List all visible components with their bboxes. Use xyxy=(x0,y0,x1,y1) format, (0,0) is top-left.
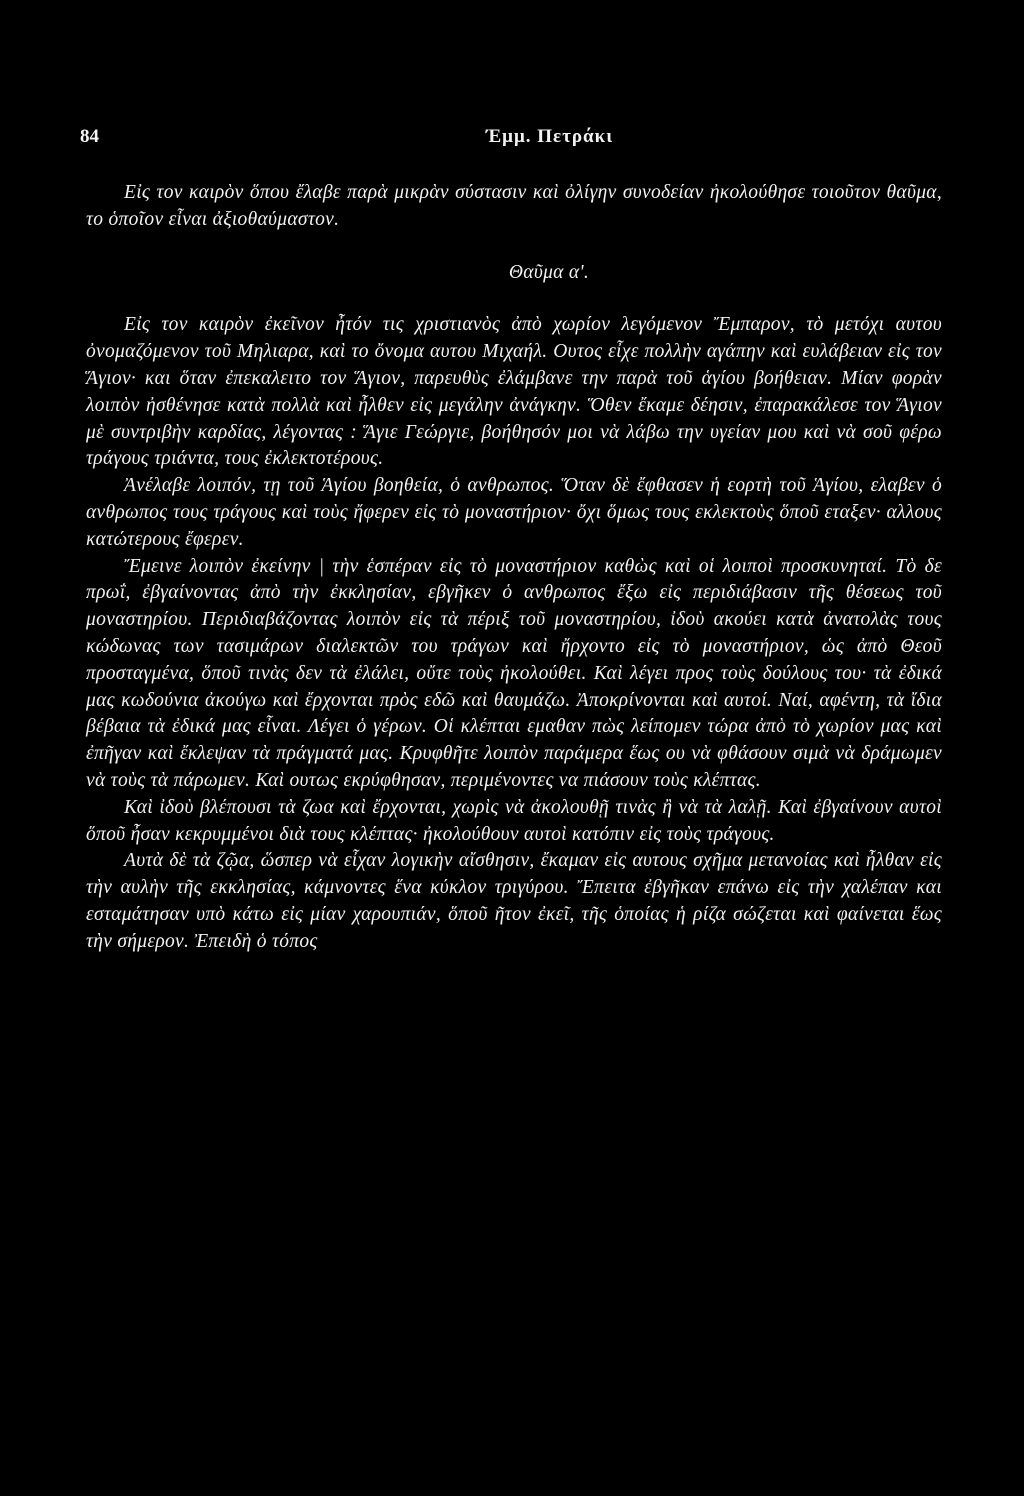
paragraph-1: Εἰς τον καιρὸν ἐκεῖνον ἦτόν τις χριστιανὸς ἀπὸ χωρίον λεγόμενον Ἔμπαρον, τὸ μετόχι αυτου ὀνομαζόμενον τοῦ Μηλιαρα, καὶ το ὄνομα αυτου Μιχαήλ. Ουτος εἶχε πολλὴν αγάπην καὶ ευλάβειαν εἰς τον Ἅγιον· και ὅταν ἐπεκαλειτο τον Ἅγιον, παρευθὺς ἐλάμβανε την παρὰ τοῦ ἁγίου βοήθειαν. Μίαν φορὰν λοιπὸν ἠσθένησε κατὰ πολλὰ καὶ ἦλθεν εἰς μεγάλην ἀνάγκην. Ὅθεν ἔκαμε δέησιν, ἐπαρακάλεσε τον Ἅγιον μὲ συντριβὴν καρδίας, λέγοντας : Ἅγιε Γεώργιε, βοήθησόν μοι νὰ λάβω την υγείαν μου καὶ νὰ σοῦ φέρω τράγους τριάντα, τους ἐκλεκτοτέρους. xyxy=(86,314,942,470)
section-title: Θαῦμα α'. xyxy=(508,261,590,283)
page-number: 84 xyxy=(80,126,99,147)
paragraph-2: Ἀνέλαβε λοιπόν, τῃ τοῦ Ἁγίου βοηθεία, ὁ ανθρωπος. Ὅταν δὲ ἔφθασεν ἡ εορτὴ τοῦ Ἁγίου, ελαβεν ὁ ανθρωπος τους τράγους καὶ τοὺς ἤφερεν εἰς τὸ μοναστήριον· ὄχι ὅμως τους εκλεκτοὺς ὅποῦ εταξεν· αλλους κατώτερους ἔφερεν. xyxy=(86,475,942,550)
intro-paragraph: Εἰς τον καιρὸν ὅπου ἔλαβε παρὰ μικρὰν σύστασιν καὶ ὀλίγην συνοδείαν ἠκολούθησε τοιοῦτον θαῦμα, το ὁποῖον εἶναι ἀξιοθαύμαστον. xyxy=(86,182,942,230)
page-header xyxy=(80,126,950,156)
body-text xyxy=(86,180,942,956)
paragraph-5: Αυτὰ δὲ τὰ ζῷα, ὥσπερ νὰ εἶχαν λογικὴν αἴσθησιν, ἔκαμαν εἰς αυτους σχῆμα μετανοίας καὶ ἦλθαν εἰς τὴν αυλὴν τῆς εκκλησίας, κάμνοντες ἕνα κύκλον τριγύρου. Ἔπειτα ἐβγῆκαν επάνω εἰς τὴν χαλέπαν και εσταμάτησαν υπὸ κάτω εἰς μίαν χαρουπιάν, ὅποῦ ῆτον ἐκεῖ, τῆς ὁποίας ἡ ρίζα σώζεται καὶ φαίνεται ἕως τὴν σήμερον. Ἐπειδὴ ὁ τόπος xyxy=(86,850,942,952)
running-head: Έμμ. Πετράκι xyxy=(486,126,614,147)
paragraph-3: Ἔμεινε λοιπὸν ἐκείνην | τὴν ἑσπέραν εἰς τὸ μοναστήριον καθὼς καὶ οἱ λοιποὶ προσκυνηταί. Τὸ δε πρωΐ, ἐβγαίνοντας ἀπὸ τὴν ἐκκλησίαν, εβγῆκεν ὁ ανθρωπος ἔξω εἰς περιδιάβασιν τῆς θέσεως τοῦ μοναστηρίου. Περιδιαβάζοντας λοιπὸν εἰς τὰ πέριξ τοῦ μοναστηρίου, ἰδοὺ ακούει κατὰ ἀνατολὰς τους κώδωνας των τασιμάρων διαλεκτῶν του τράγων καὶ ἤρχοντο εἰς τὸ μοναστήριον, ὡς ἀπὸ Θεοῦ προσταγμένα, ὅποῦ τινὰς δεν τὰ ἐλάλει, οὔτε τοὺς ἠκολούθει. Καὶ λέγει προς τοὺς δούλους του· τὰ ἐδικά μας κωδούνια ἀκούγω καὶ ἔρχονται πρὸς εδῶ καὶ θαυμάζω. Ἀποκρίνονται καὶ αυτοί. Ναί, αφέντη, τὰ ἴδια βέβαια τὰ ἐδικά μας εἶναι. Λέγει ὁ γέρων. Οἱ κλέπται εμαθαν πὼς λείπομεν τώρα ἀπὸ τὸ χωρίον μας καὶ ἐπῆγαν καὶ ἔκλεψαν τὰ πράγματά μας. Κρυφθῆτε λοιπὸν παράμερα ἕως ου νὰ φθάσουν σιμὰ νὰ δράμωμεν νὰ τοὺς τὰ πάρωμεν. Καὶ ουτως εκρύφθησαν, περιμένοντες να πιάσουν τοὺς κλέπτας. xyxy=(86,555,942,791)
paragraph-4: Καὶ ἰδοὺ βλέπουσι τὰ ζωα καὶ ἔρχονται, χωρὶς νὰ ἀκολουθῇ τινὰς ἢ νὰ τὰ λαλῇ. Καὶ ἐβγαίνουν αυτοὶ ὅποῦ ἦσαν κεκρυμμένοι διὰ τους κλέπτας· ἠκολούθουν αυτοὶ κατόπιν εἰς τοὺς τράγους. xyxy=(86,796,942,845)
